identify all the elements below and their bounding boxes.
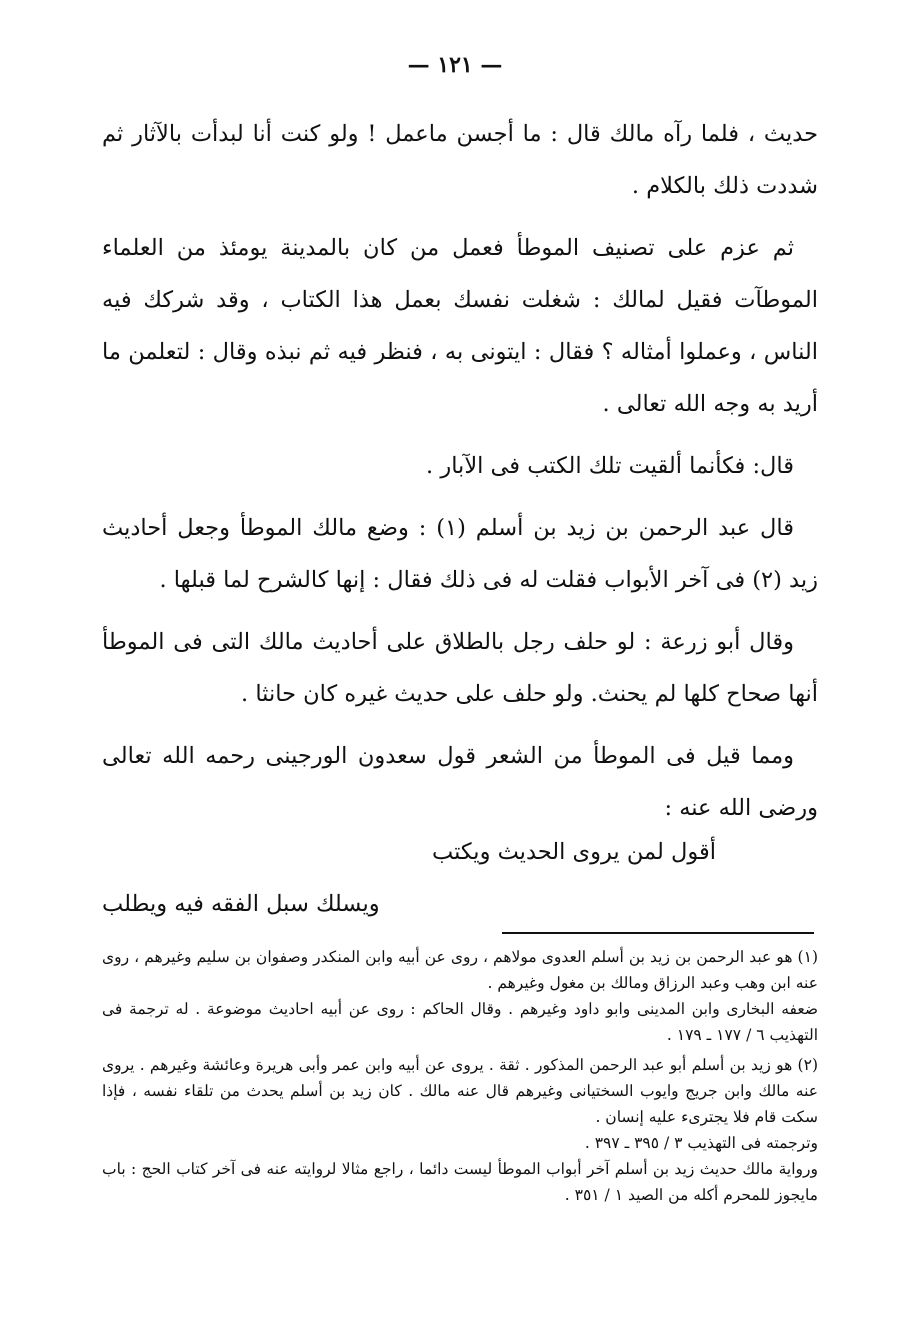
- paragraph: ومما قيل فى الموطأ من الشعر قول سعدون الورجينى رحمه الله تعالى ورضى الله عنه :: [102, 743, 818, 821]
- paragraph: قال: فكأنما ألقيت تلك الكتب فى الآبار .: [426, 453, 794, 479]
- page-number: — ١٢١ —: [407, 52, 503, 78]
- footnote-divider: [502, 932, 814, 934]
- footnote-2: [102, 1052, 818, 1208]
- verse-line-first: أقول لمن يروى الحديث ويكتب: [432, 839, 716, 865]
- footnote-line: (٢) هو زيد بن أسلم أبو عبد الرحمن المذكور . ثقة . يروى عن أبيه وابن عمر وأبى هريرة وعائشة وغيرهم . يروى عنه مالك وابن جريج وايوب السختيانى وغيرهم قال عنه مالك . كان زيد بن أسلم يحدث من تلقاء نفسه ، فإذا سكت قام فلا يجترىء عليه إنسان .: [102, 1056, 818, 1126]
- footnote-line: (١) هو عبد الرحمن بن زيد بن أسلم العدوى مولاهم ، روى عن أبيه وابن المنكدر وصفوان بن سليم وغيرهم ، روى عنه ابن وهب وعبد الرزاق ومالك بن مغول وغيرهم .: [102, 948, 818, 992]
- paragraph: ثم عزم على تصنيف الموطأ فعمل من كان بالمدينة يومئذ من العلماء الموطآت فقيل لمالك : شغلت نفسك بعمل هذا الكتاب ، وقد شركك فيه الناس ، وعملوا أمثاله ؟ فقال : ايتونى به ، فنظر فيه ثم نبذه وقال : لتعلمن ما أريد به وجه الله تعالى .: [102, 235, 818, 417]
- main-text: [102, 108, 818, 844]
- footnote-1: [102, 944, 818, 1048]
- verse-line-second: ويسلك سبل الفقه فيه ويطلب: [102, 891, 380, 917]
- footnote-line: ضعفه البخارى وابن المدينى وابو داود وغيرهم . وقال الحاكم : روى عن أبيه احاديث موضوعة . له ترجمة فى التهذيب ٦ / ١٧٧ ـ ١٧٩ .: [102, 1000, 818, 1044]
- poem-verse: [102, 826, 818, 930]
- footnote-line: ورواية مالك حديث زيد بن أسلم آخر أبواب الموطأ ليست دائما ، راجع مثالا لروايته عنه فى آخر كتاب الحج : باب مايجوز للمحرم أكله من الصيد ١ / ٣٥١ .: [102, 1160, 818, 1204]
- paragraph: حديث ، فلما رآه مالك قال : ما أجسن ماعمل ! ولو كنت أنا لبدأت بالآثار ثم شددت ذلك بالكلام .: [102, 121, 818, 199]
- footnote-line: وترجمته فى التهذيب ٣ / ٣٩٥ ـ ٣٩٧ .: [584, 1134, 818, 1152]
- paragraph: قال عبد الرحمن بن زيد بن أسلم (١) : وضع مالك الموطأ وجعل أحاديث زيد (٢) فى آخر الأبواب فقلت له فى ذلك فقال : إنها كالشرح لما قبلها .: [102, 515, 818, 593]
- footnotes: [102, 944, 818, 1212]
- paragraph: وقال أبو زرعة : لو حلف رجل بالطلاق على أحاديث مالك التى فى الموطأ أنها صحاح كلها لم يحنث. ولو حلف على حديث غيره كان حانثا .: [102, 629, 818, 707]
